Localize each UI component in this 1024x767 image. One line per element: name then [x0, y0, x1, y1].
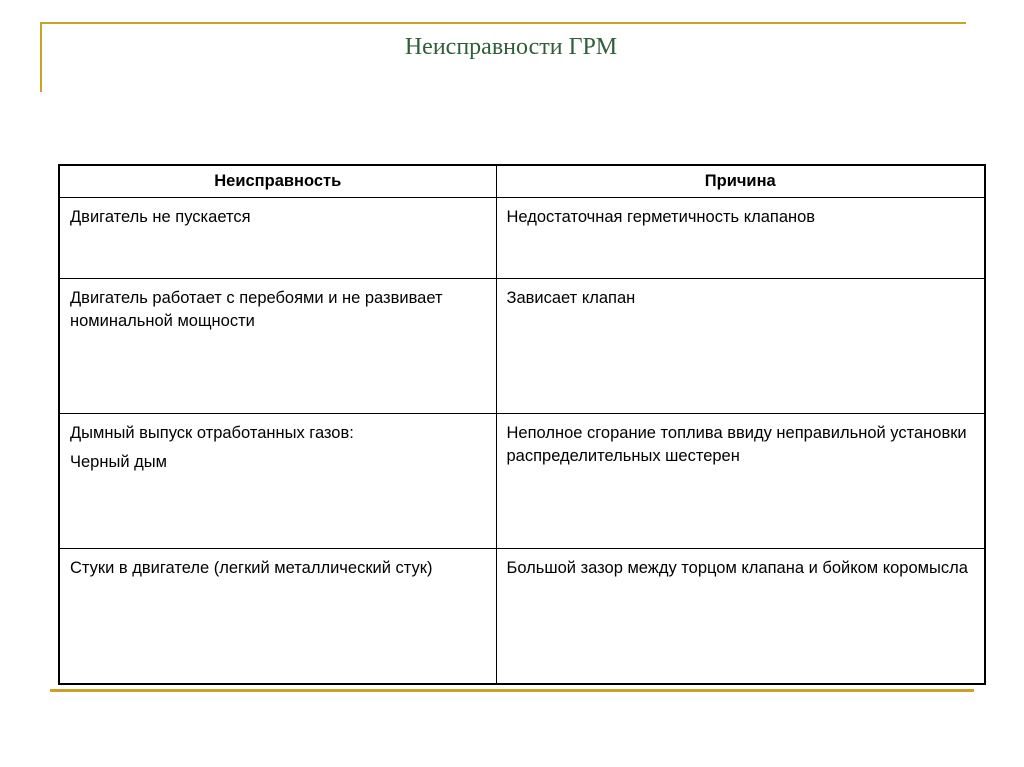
decorative-bottom-line	[50, 689, 974, 692]
fault-cell: Двигатель работает с перебоями и не развивает номинальной мощности	[59, 279, 496, 414]
cause-cell: Недостаточная герметичность клапанов	[496, 198, 985, 279]
cause-cell: Большой зазор между торцом клапана и бойком коромысла	[496, 549, 985, 685]
cause-cell: Неполное сгорание топлива ввиду неправильной установки распределительных шестерен	[496, 414, 985, 549]
table-row	[59, 414, 985, 549]
slide-title: Неисправности ГРМ	[404, 34, 618, 60]
decorative-top-line	[40, 22, 966, 24]
header-fault: Неисправность	[59, 165, 496, 198]
fault-detail-text: Черный дым	[70, 453, 167, 471]
fault-text: Дымный выпуск отработанных газов:	[70, 424, 354, 442]
faults-table	[58, 164, 986, 685]
fault-cell	[59, 414, 496, 549]
header-cause: Причина	[496, 165, 985, 198]
table-row	[59, 549, 985, 685]
table-header-row	[59, 165, 985, 198]
table-row	[59, 198, 985, 279]
fault-cell: Двигатель не пускается	[59, 198, 496, 279]
cause-cell: Зависает клапан	[496, 279, 985, 414]
table-row	[59, 279, 985, 414]
fault-cell: Стуки в двигателе (легкий металлический стук)	[59, 549, 496, 685]
